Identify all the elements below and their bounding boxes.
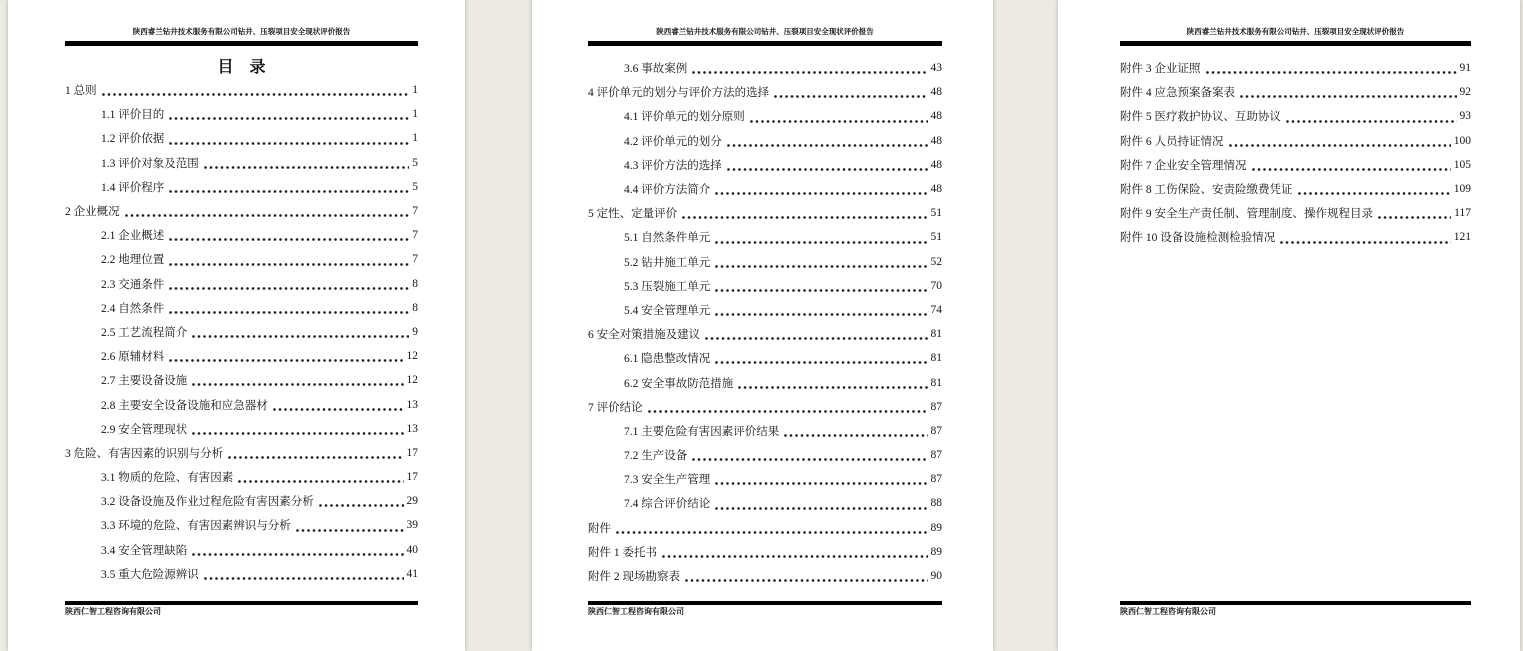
toc-entry-label: 1.2 评价依据 <box>101 133 165 146</box>
toc-entry-page-number: 93 <box>1459 110 1471 123</box>
toc-entry-page-number: 40 <box>406 543 418 556</box>
dot-leader <box>715 192 927 195</box>
toc-entry-page-number: 117 <box>1454 207 1471 220</box>
toc-entry-label: 3.2 设备设施及作业过程危险有害因素分析 <box>101 496 314 509</box>
toc-entry-page-number: 12 <box>406 374 418 387</box>
toc-entry-page-number: 70 <box>930 279 942 292</box>
toc-entry[interactable] <box>65 199 418 223</box>
dot-leader <box>204 166 410 169</box>
dot-leader <box>169 190 409 193</box>
dot-leader <box>169 359 403 362</box>
toc-entry-page-number: 87 <box>930 473 942 486</box>
toc-entry[interactable] <box>65 320 418 344</box>
toc-entry[interactable] <box>65 465 418 489</box>
dot-leader <box>1252 168 1451 171</box>
toc-entry[interactable] <box>588 201 942 225</box>
toc-entry[interactable] <box>588 104 942 128</box>
toc-entry-label: 7.2 生产设备 <box>624 450 688 463</box>
dot-leader <box>1240 95 1457 98</box>
dot-leader <box>774 95 927 98</box>
toc-list <box>1120 56 1471 250</box>
toc-entry-label: 6 安全对策措施及建议 <box>588 329 701 342</box>
toc-entry-page-number: 17 <box>406 471 418 484</box>
toc-entry-label: 3.3 环境的危险、有害因素辨识与分析 <box>101 520 291 533</box>
toc-entry-label: 2.8 主要安全设备设施和应急器材 <box>101 399 268 412</box>
document-page-2 <box>532 0 993 651</box>
toc-entry-label: 附件 7 企业安全管理情况 <box>1120 159 1247 172</box>
dot-leader <box>616 531 928 534</box>
toc-entry[interactable] <box>65 102 418 126</box>
document-page-1 <box>8 0 465 651</box>
toc-entry[interactable] <box>588 443 942 467</box>
toc-entry[interactable] <box>65 78 418 102</box>
dot-leader <box>692 71 927 74</box>
toc-entry-page-number: 7 <box>412 253 418 266</box>
toc-entry[interactable] <box>65 126 418 150</box>
toc-entry[interactable] <box>65 513 418 537</box>
toc-entry-label: 3.5 重大危险源辨识 <box>101 568 199 581</box>
toc-entry-page-number: 87 <box>930 424 942 437</box>
dot-leader <box>727 168 928 171</box>
toc-entry-label: 附件 6 人员持证情况 <box>1120 135 1224 148</box>
toc-entry[interactable] <box>588 322 942 346</box>
toc-entry-label: 5 定性、定量评价 <box>588 208 678 221</box>
toc-entry[interactable] <box>65 489 418 513</box>
toc-entry-page-number: 41 <box>406 567 418 580</box>
toc-entry-label: 1.1 评价目的 <box>101 109 165 122</box>
page-footer-text: 陕西仁智工程咨询有限公司 <box>588 607 684 616</box>
toc-entry[interactable] <box>588 250 942 274</box>
toc-entry-page-number: 29 <box>406 495 418 508</box>
toc-entry-label: 5.2 钻井施工单元 <box>624 256 711 269</box>
toc-entry-label: 1.3 评价对象及范围 <box>101 157 199 170</box>
page-footer-text: 陕西仁智工程咨询有限公司 <box>65 607 161 616</box>
toc-entry-label: 7 评价结论 <box>588 401 643 414</box>
toc-entry-page-number: 12 <box>406 350 418 363</box>
toc-entry-page-number: 8 <box>412 277 418 290</box>
toc-entry[interactable] <box>65 247 418 271</box>
toc-entry[interactable] <box>1120 80 1471 104</box>
toc-entry[interactable] <box>65 175 418 199</box>
toc-entry-label: 2.4 自然条件 <box>101 302 165 315</box>
toc-title: 目 录 <box>217 59 266 76</box>
toc-entry-label: 附件 10 设备设施检测检验情况 <box>1120 232 1276 245</box>
toc-entry-page-number: 100 <box>1453 134 1471 147</box>
toc-entry[interactable] <box>65 562 418 586</box>
toc-entry-label: 3.1 物质的危险、有害因素 <box>101 472 234 485</box>
toc-list <box>588 56 942 588</box>
dot-leader <box>715 507 927 510</box>
dot-leader <box>662 555 928 558</box>
toc-entry-label: 5.1 自然条件单元 <box>624 232 711 245</box>
toc-entry[interactable] <box>65 392 418 416</box>
toc-entry-label: 5.3 压裂施工单元 <box>624 280 711 293</box>
dot-leader <box>1229 144 1451 147</box>
footer-rule <box>1120 601 1471 605</box>
dot-leader <box>738 386 927 389</box>
dot-leader <box>296 529 404 532</box>
toc-entry-page-number: 87 <box>930 400 942 413</box>
toc-entry-page-number: 51 <box>930 231 942 244</box>
dot-leader <box>169 117 409 120</box>
toc-entry-label: 附件 <box>588 522 611 535</box>
toc-entry-label: 2.6 原辅材料 <box>101 351 165 364</box>
toc-entry-label: 附件 9 安全生产责任制、管理制度、操作规程目录 <box>1120 208 1373 221</box>
header-rule <box>1120 41 1471 46</box>
toc-entry-page-number: 13 <box>406 422 418 435</box>
toc-entry[interactable] <box>588 370 942 394</box>
toc-entry[interactable] <box>1120 177 1471 201</box>
dot-leader <box>238 480 403 483</box>
dot-leader <box>273 408 404 411</box>
toc-entry-label: 5.4 安全管理单元 <box>624 304 711 317</box>
dot-leader <box>715 313 927 316</box>
toc-entry-page-number: 109 <box>1453 183 1471 196</box>
dot-leader <box>715 289 927 292</box>
page-header-text: 陕西睿兰钻井技术服务有限公司钻井、压裂项目安全现状评价报告 <box>132 27 351 36</box>
toc-entry-page-number: 48 <box>930 110 942 123</box>
toc-entry-page-number: 81 <box>930 352 942 365</box>
toc-entry[interactable] <box>65 296 418 320</box>
toc-entry[interactable] <box>1120 225 1471 249</box>
dot-leader <box>1206 71 1457 74</box>
toc-entry-page-number: 1 <box>412 84 418 97</box>
toc-entry[interactable] <box>65 368 418 392</box>
toc-entry-page-number: 1 <box>412 132 418 145</box>
dot-leader <box>228 456 403 459</box>
dot-leader <box>1286 120 1457 123</box>
toc-entry[interactable] <box>588 225 942 249</box>
toc-entry-label: 3.4 安全管理缺陷 <box>101 544 188 557</box>
toc-entry[interactable] <box>588 540 942 564</box>
dot-leader <box>169 287 409 290</box>
toc-entry-label: 2.2 地理位置 <box>101 254 165 267</box>
toc-entry-page-number: 81 <box>930 376 942 389</box>
dot-leader <box>169 238 409 241</box>
toc-entry-label: 2.9 安全管理现状 <box>101 423 188 436</box>
toc-entry-page-number: 81 <box>930 328 942 341</box>
dot-leader <box>204 577 404 580</box>
toc-entry[interactable] <box>65 344 418 368</box>
toc-entry[interactable] <box>65 538 418 562</box>
toc-entry-page-number: 39 <box>406 519 418 532</box>
toc-entry-page-number: 13 <box>406 398 418 411</box>
toc-entry-page-number: 9 <box>412 325 418 338</box>
toc-entry[interactable] <box>588 177 942 201</box>
toc-entry-page-number: 90 <box>930 570 942 583</box>
toc-entry-label: 3.6 事故案例 <box>624 63 688 76</box>
toc-entry-label: 1.4 评价程序 <box>101 181 165 194</box>
toc-entry[interactable] <box>1120 129 1471 153</box>
toc-entry-label: 附件 4 应急预案备案表 <box>1120 87 1235 100</box>
toc-entry[interactable] <box>1120 201 1471 225</box>
toc-entry-page-number: 89 <box>930 521 942 534</box>
toc-entry[interactable] <box>588 564 942 588</box>
dot-leader <box>1378 216 1451 219</box>
toc-entry[interactable] <box>1120 104 1471 128</box>
toc-entry-page-number: 89 <box>930 545 942 558</box>
toc-entry[interactable] <box>1120 56 1471 80</box>
dot-leader <box>125 214 410 217</box>
toc-entry-page-number: 1 <box>412 108 418 121</box>
toc-entry-page-number: 43 <box>930 62 942 75</box>
toc-entry-label: 4 评价单元的划分与评价方法的选择 <box>588 87 770 100</box>
toc-entry[interactable] <box>588 346 942 370</box>
footer-rule <box>65 601 418 605</box>
toc-entry[interactable] <box>588 491 942 515</box>
toc-entry[interactable] <box>588 80 942 104</box>
toc-entry[interactable] <box>588 298 942 322</box>
toc-entry[interactable] <box>65 272 418 296</box>
dot-leader <box>192 383 403 386</box>
dot-leader <box>784 434 927 437</box>
toc-entry[interactable] <box>588 129 942 153</box>
toc-entry[interactable] <box>65 441 418 465</box>
toc-entry-label: 1 总则 <box>65 85 97 98</box>
toc-entry[interactable] <box>588 395 942 419</box>
toc-entry-label: 2.3 交通条件 <box>101 278 165 291</box>
dot-leader <box>648 410 928 413</box>
toc-entry-label: 2 企业概况 <box>65 206 120 219</box>
dot-leader <box>715 361 927 364</box>
dot-leader <box>750 120 928 123</box>
toc-entry-label: 2.1 企业概述 <box>101 230 165 243</box>
dot-leader <box>192 432 403 435</box>
toc-entry-page-number: 48 <box>930 158 942 171</box>
dot-leader <box>102 93 410 96</box>
dot-leader <box>169 263 409 266</box>
dot-leader <box>319 504 404 507</box>
toc-entry-page-number: 74 <box>930 303 942 316</box>
dot-leader <box>192 553 403 556</box>
toc-entry-page-number: 52 <box>930 255 942 268</box>
header-rule <box>65 41 418 46</box>
toc-entry-page-number: 92 <box>1459 86 1471 99</box>
toc-entry-label: 4.1 评价单元的划分原则 <box>624 111 745 124</box>
toc-entry[interactable] <box>588 467 942 491</box>
dot-leader <box>715 265 927 268</box>
toc-entry[interactable] <box>588 274 942 298</box>
toc-entry-page-number: 51 <box>930 207 942 220</box>
toc-entry-page-number: 88 <box>930 497 942 510</box>
header-rule <box>588 41 942 46</box>
toc-entry-page-number: 91 <box>1459 62 1471 75</box>
toc-entry-page-number: 8 <box>412 301 418 314</box>
toc-entry-label: 7.1 主要危险有害因素评价结果 <box>624 425 780 438</box>
dot-leader <box>727 144 928 147</box>
toc-entry-label: 4.2 评价单元的划分 <box>624 135 722 148</box>
toc-entry[interactable] <box>65 223 418 247</box>
page-header-text: 陕西睿兰钻井技术服务有限公司钻井、压裂项目安全现状评价报告 <box>656 27 874 36</box>
toc-entry-label: 附件 3 企业证照 <box>1120 63 1201 76</box>
dot-leader <box>715 482 927 485</box>
toc-entry-label: 附件 5 医疗救护协议、互助协议 <box>1120 111 1281 124</box>
dot-leader <box>685 579 928 582</box>
toc-entry[interactable] <box>588 153 942 177</box>
toc-entry-page-number: 17 <box>406 446 418 459</box>
toc-entry-label: 附件 8 工伤保险、安责险缴费凭证 <box>1120 184 1293 197</box>
toc-entry-label: 附件 1 委托书 <box>588 546 657 559</box>
dot-leader <box>169 142 409 145</box>
toc-list <box>65 78 418 586</box>
footer-rule <box>588 601 942 605</box>
toc-entry-label: 4.3 评价方法的选择 <box>624 159 722 172</box>
toc-entry-page-number: 48 <box>930 134 942 147</box>
toc-entry-label: 4.4 评价方法简介 <box>624 184 711 197</box>
page-header-text: 陕西睿兰钻井技术服务有限公司钻井、压裂项目安全现状评价报告 <box>1186 27 1405 36</box>
toc-entry-page-number: 7 <box>412 205 418 218</box>
toc-entry-page-number: 7 <box>412 229 418 242</box>
toc-entry-page-number: 5 <box>412 180 418 193</box>
dot-leader <box>682 216 927 219</box>
dot-leader <box>169 311 409 314</box>
toc-entry[interactable] <box>65 151 418 175</box>
toc-entry[interactable] <box>588 516 942 540</box>
toc-entry-label: 7.3 安全生产管理 <box>624 474 711 487</box>
page-footer-text: 陕西仁智工程咨询有限公司 <box>1120 607 1216 616</box>
toc-entry-label: 6.2 安全事故防范措施 <box>624 377 734 390</box>
toc-entry-page-number: 87 <box>930 449 942 462</box>
toc-entry-label: 附件 2 现场勘察表 <box>588 571 680 584</box>
toc-entry-label: 2.7 主要设备设施 <box>101 375 188 388</box>
toc-entry-page-number: 121 <box>1453 231 1471 244</box>
toc-entry-page-number: 48 <box>930 86 942 99</box>
toc-entry-label: 3 危险、有害因素的识别与分析 <box>65 447 224 460</box>
dot-leader <box>692 458 927 461</box>
dot-leader <box>192 335 409 338</box>
toc-entry[interactable] <box>65 417 418 441</box>
dot-leader <box>1298 192 1451 195</box>
toc-entry[interactable] <box>588 419 942 443</box>
toc-entry-label: 2.5 工艺流程简介 <box>101 326 188 339</box>
toc-entry-page-number: 48 <box>930 183 942 196</box>
toc-entry-label: 6.1 隐患整改情况 <box>624 353 711 366</box>
document-page-3 <box>1058 0 1520 651</box>
dot-leader <box>715 241 927 244</box>
toc-entry-label: 7.4 综合评价结论 <box>624 498 711 511</box>
toc-entry[interactable] <box>588 56 942 80</box>
toc-entry-page-number: 5 <box>412 156 418 169</box>
toc-entry-page-number: 105 <box>1453 158 1471 171</box>
toc-entry[interactable] <box>1120 153 1471 177</box>
dot-leader <box>705 337 927 340</box>
dot-leader <box>1280 241 1451 244</box>
